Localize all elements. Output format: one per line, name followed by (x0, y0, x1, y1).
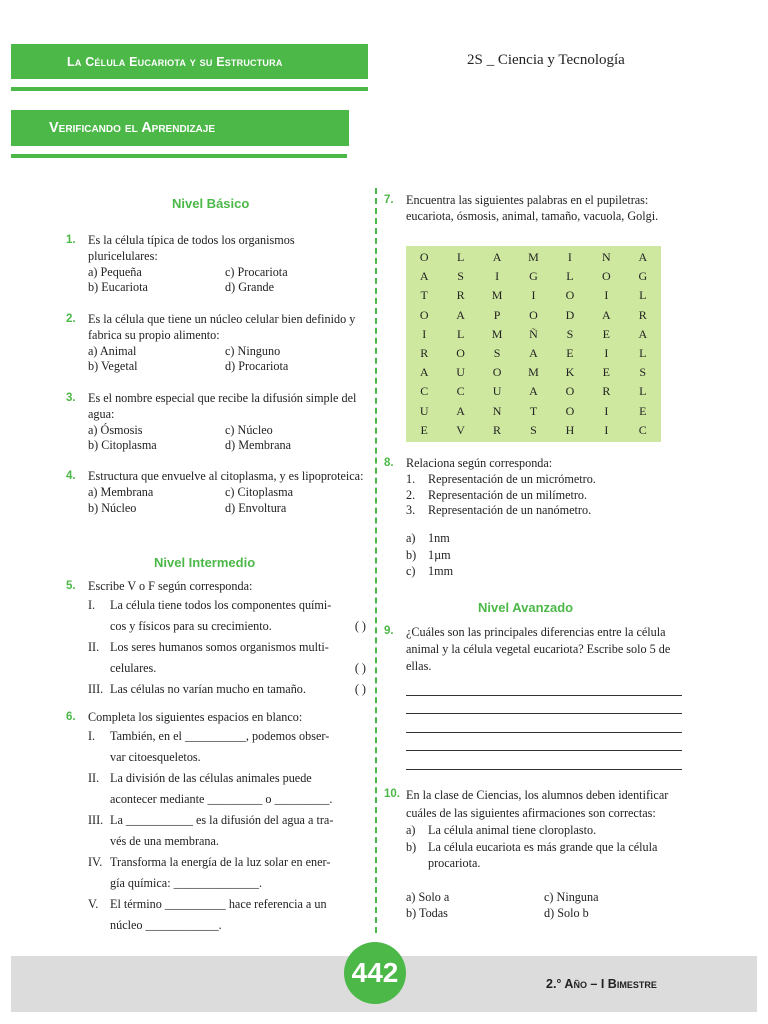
item-text: Las células no varían mucho en tamaño. (110, 681, 306, 696)
option: c) Núcleo (225, 422, 273, 437)
word-search-cell[interactable]: L (456, 326, 465, 341)
word-search-cell[interactable]: S (457, 269, 464, 284)
question-text: En la clase de Ciencias, los alumnos deben identificar cuáles de las siguientes afirmaciones son correctas: (406, 788, 669, 820)
roman-numeral: II. (88, 770, 100, 785)
option: a) Pequeña (88, 264, 142, 279)
word-search-cell[interactable]: A (638, 250, 648, 264)
item-text: cos y físicos para su crecimiento. (110, 618, 272, 633)
list-item: 3. Representación de un nanómetro. (406, 503, 592, 518)
word-search-cell[interactable]: K (565, 365, 575, 380)
word-search-cell[interactable]: S (639, 365, 647, 380)
word-search-cell[interactable]: R (420, 346, 429, 360)
question-number: 7. (384, 194, 394, 206)
question-3 (66, 391, 366, 454)
question-text: Es la célula típica de todos los organismos pluricelulares: (88, 233, 295, 263)
course-title: 2S _ Ciencia y Tecnología (467, 52, 625, 68)
item-text: celulares. (110, 660, 157, 675)
option: c) Ninguna (544, 889, 599, 904)
word-search-cell[interactable]: O (565, 288, 575, 303)
option: d) Membrana (225, 438, 291, 453)
option: c) Citoplasma (225, 484, 294, 499)
answer-lines (384, 677, 684, 770)
word-search-cell[interactable]: A (419, 365, 429, 380)
question-text: Estructura que envuelve al citoplasma, y es lipoproteica: (88, 469, 364, 483)
answer-options (66, 485, 366, 517)
answer-options (66, 265, 366, 297)
word-search-cell[interactable]: N (602, 250, 611, 264)
roman-numeral: V. (88, 896, 99, 911)
item-text: Los seres humanos somos organismos multi- (110, 639, 329, 654)
word-search-cell[interactable]: T (420, 288, 428, 303)
word-search-cell[interactable]: M (528, 365, 539, 380)
question-text: Relaciona según corresponda: (406, 456, 553, 470)
question-9 (384, 624, 684, 770)
word-search-cell[interactable]: A (456, 307, 465, 322)
word-search-cell[interactable]: C (456, 384, 465, 399)
answer-options (384, 889, 684, 922)
level-intermediate-title: Nivel Intermedio (154, 555, 256, 570)
word-search-cell[interactable]: R (493, 422, 502, 437)
grade-label: 2.° Año – I Bimestre (546, 977, 657, 991)
word-search-cell[interactable]: O (565, 403, 575, 418)
word-search-cell[interactable]: G (529, 269, 538, 284)
option: b) Todas (406, 906, 448, 920)
question-6 (66, 710, 366, 936)
item-text: gía química: ______________. (110, 875, 262, 890)
word-search-grid (406, 246, 661, 442)
answer-blank: ( ) (354, 681, 366, 696)
item-text: var citoesqueletos. (110, 749, 201, 764)
true-false-item (66, 637, 366, 679)
item-text: También, en el __________, podemos obser- (110, 728, 330, 743)
item-text: La ___________ es la difusión del agua a tra- (110, 812, 334, 827)
answer-blank: ( ) (354, 660, 366, 675)
word-search-cell[interactable]: L (639, 384, 647, 399)
statement-list (384, 822, 684, 872)
word-search-cell[interactable]: O (419, 250, 429, 264)
answer-blank: ( ) (354, 618, 366, 633)
item-text: El término __________ hace referencia a un (110, 896, 327, 911)
word-search-cell[interactable]: M (528, 250, 539, 264)
word-search-cell[interactable]: N (492, 403, 502, 418)
question-number: 6. (66, 711, 76, 723)
word-search-cell[interactable]: U (492, 384, 502, 399)
word-search-cell[interactable]: E (420, 422, 428, 437)
header-divider (11, 87, 368, 91)
word-search-cell[interactable]: A (492, 250, 502, 264)
question-4 (66, 469, 366, 516)
question-8 (384, 456, 684, 580)
word-search-cell[interactable]: R (602, 384, 611, 399)
question-text: Encuentra las siguientes palabras en el pupiletras: eucariota, ósmosis, animal, tamaño, vacuola, Golgi. (406, 193, 659, 223)
word-search-cell[interactable]: I (604, 403, 609, 418)
option: b) Eucariota (88, 280, 148, 295)
option: c) Procariota (225, 264, 288, 279)
option: b) Citoplasma (88, 438, 157, 453)
word-search-cell[interactable]: E (639, 403, 647, 418)
item-text: La célula tiene todos los componentes quími- (110, 597, 332, 612)
question-number: 3. (66, 392, 76, 404)
option: a) Ósmosis (88, 422, 143, 437)
word-search-cell[interactable]: L (639, 346, 647, 360)
word-search-cell[interactable]: C (638, 422, 647, 437)
option: b) Núcleo (88, 500, 137, 515)
fill-blank-item (66, 726, 366, 768)
option: d) Procariota (225, 359, 289, 374)
item-text: núcleo ____________. (110, 917, 222, 932)
fill-blank-item (66, 810, 366, 852)
list-item: a) 1nm (406, 531, 450, 546)
word-search-cell[interactable]: L (456, 250, 465, 264)
numbered-list (384, 472, 684, 519)
question-number: 8. (384, 457, 394, 469)
question-number: 1. (66, 234, 76, 246)
answer-line[interactable] (406, 733, 682, 752)
answer-line[interactable] (406, 751, 682, 770)
word-search-cell[interactable]: O (602, 269, 611, 284)
true-false-item (66, 595, 366, 637)
question-number: 10. (384, 788, 400, 800)
word-search-cell[interactable]: O (456, 346, 465, 360)
answer-line[interactable] (406, 714, 682, 733)
option: b) Vegetal (88, 359, 138, 374)
answer-line[interactable] (406, 677, 682, 696)
word-search-cell[interactable]: I (422, 326, 427, 341)
word-search-cell[interactable]: S (493, 346, 501, 360)
word-search-cell[interactable]: C (420, 384, 429, 399)
item-text: Transforma la energía de la luz solar en ener- (110, 854, 331, 869)
word-search-cell[interactable]: H (565, 422, 575, 437)
question-10 (384, 786, 684, 922)
question-number: 5. (66, 580, 76, 592)
word-search-cell[interactable]: L (566, 269, 574, 284)
item-text: vés de una membrana. (110, 833, 219, 848)
roman-numeral: IV. (88, 854, 103, 869)
chapter-title: La Célula Eucariota y su Estructura (67, 55, 283, 69)
word-search-cell[interactable]: R (456, 288, 465, 303)
word-search-cells (406, 246, 661, 442)
word-search-cell[interactable]: V (456, 422, 465, 437)
word-search-cell[interactable]: O (419, 307, 429, 322)
roman-numeral: I. (88, 728, 96, 743)
word-search-cell[interactable]: I (567, 250, 572, 264)
question-text: Es el nombre especial que recibe la difusión simple del agua: (88, 391, 357, 421)
word-search-cell[interactable]: U (456, 365, 465, 380)
word-search-cell[interactable]: E (602, 326, 611, 341)
question-text: ¿Cuáles son las principales diferencias entre la célula animal y la célula vegetal eucariota? Escribe solo 5 de ellas. (406, 625, 671, 673)
roman-numeral: III. (88, 812, 104, 827)
statement: b) La célula eucariota es más grande que la célula procariota. (406, 839, 658, 870)
roman-numeral: II. (88, 639, 100, 654)
word-search-cell[interactable]: S (566, 326, 574, 341)
word-search-cell[interactable]: L (639, 288, 647, 303)
word-search-cell[interactable]: M (491, 326, 503, 341)
word-search-cell[interactable]: P (493, 307, 501, 322)
true-false-item (66, 679, 366, 700)
lettered-list (384, 530, 684, 580)
word-search-cell[interactable]: O (492, 365, 502, 380)
word-search-cell[interactable]: E (602, 365, 611, 380)
list-item: 2. Representación de un milímetro. (406, 487, 588, 502)
item-text: acontecer mediante _________ o _________. (110, 791, 333, 806)
word-search-cell[interactable]: I (604, 422, 609, 437)
option: c) Ninguno (225, 343, 281, 358)
word-search-cell[interactable]: D (565, 307, 575, 322)
list-item: c) 1mm (406, 564, 454, 579)
option: d) Solo b (544, 906, 589, 920)
level-advanced-title: Nivel Avanzado (478, 600, 574, 615)
question-number: 9. (384, 625, 394, 637)
word-search-cell[interactable]: O (565, 384, 575, 399)
list-item: b) 1µm (406, 547, 451, 562)
word-search-cell[interactable]: I (531, 288, 536, 303)
word-search-cell[interactable]: A (638, 326, 648, 341)
section-divider (11, 154, 347, 158)
section-banner-label: Verificando el Aprendizaje (49, 120, 216, 136)
word-search-cell[interactable]: O (529, 307, 538, 322)
page-number-badge: 442 (344, 942, 406, 1004)
word-search-cell[interactable]: E (566, 346, 574, 360)
statement: a) La célula animal tiene cloroplasto. (406, 823, 597, 837)
question-text: Completa los siguientes espacios en blanco: (88, 710, 303, 724)
answer-line[interactable] (406, 696, 682, 715)
list-item: 1. Representación de un micrómetro. (406, 471, 596, 486)
option: d) Envoltura (225, 500, 287, 515)
word-search-cell[interactable]: A (602, 307, 611, 322)
question-number: 2. (66, 313, 76, 325)
word-search-cell[interactable]: I (495, 269, 500, 284)
word-search-cell[interactable]: G (638, 269, 648, 284)
chapter-title-banner (11, 44, 368, 79)
word-search-cell[interactable]: M (491, 288, 503, 303)
answer-options (66, 344, 366, 376)
question-7 (384, 193, 684, 225)
question-1 (66, 233, 366, 296)
answer-options (66, 423, 366, 455)
word-search-cell[interactable]: R (638, 307, 647, 322)
fill-blank-item (66, 852, 366, 894)
word-search-cell[interactable]: I (604, 346, 609, 360)
question-2 (66, 312, 366, 375)
question-number: 4. (66, 470, 76, 482)
fill-blank-item (66, 768, 366, 810)
level-basic-title: Nivel Básico (172, 196, 250, 211)
word-search-cell[interactable]: Ñ (529, 326, 538, 341)
item-text: La división de las células animales puede (110, 770, 312, 785)
question-text: Escribe V o F según corresponda: (88, 579, 253, 593)
word-search-cell[interactable]: T (529, 403, 538, 418)
option: a) Solo a (406, 889, 450, 904)
column-divider (375, 188, 377, 933)
question-5 (66, 579, 366, 700)
word-search-cell[interactable]: S (530, 422, 537, 437)
word-search-cell[interactable]: I (604, 288, 609, 303)
word-search-cell[interactable]: A (419, 269, 429, 284)
option: a) Animal (88, 343, 137, 358)
question-text: Es la célula que tiene un núcleo celular bien definido y fabrica su propio alimento: (88, 312, 356, 342)
word-search-cell[interactable]: A (456, 403, 465, 418)
roman-numeral: I. (88, 597, 96, 612)
roman-numeral: III. (88, 681, 104, 696)
option: d) Grande (225, 280, 275, 295)
section-banner (11, 110, 349, 146)
word-search-cell[interactable]: A (529, 384, 538, 399)
word-search-cell[interactable]: A (529, 346, 538, 360)
word-search-cell[interactable]: U (419, 403, 429, 418)
fill-blank-item (66, 894, 366, 936)
option: a) Membrana (88, 484, 154, 499)
